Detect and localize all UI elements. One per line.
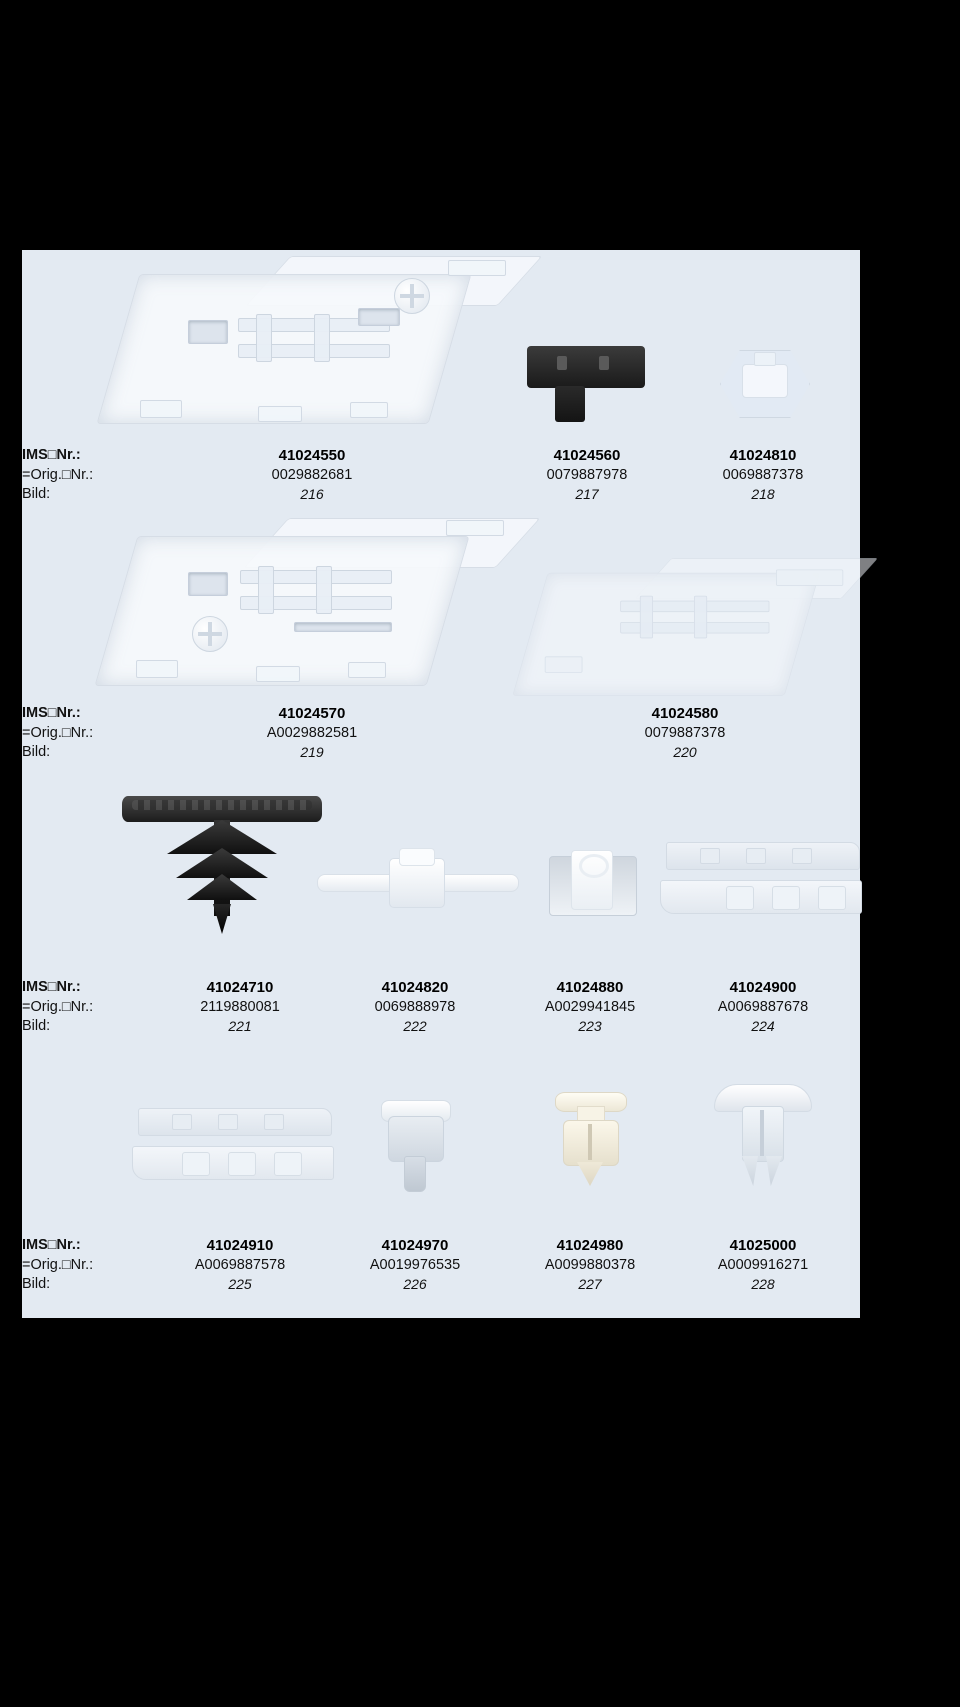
legend-line-ims: IMS□Nr.: bbox=[22, 705, 81, 721]
bracket-hole bbox=[188, 572, 228, 596]
rivet-head-texture bbox=[132, 800, 312, 810]
part-bild-nr: 217 bbox=[575, 486, 599, 502]
part-entry-41024880 bbox=[490, 978, 690, 1037]
legend-line-orig: =Orig.□Nr.: bbox=[22, 998, 94, 1015]
part-bild-nr: 228 bbox=[751, 1276, 775, 1292]
part-orig-nr: 0079887378 bbox=[644, 724, 726, 741]
catalog-row bbox=[22, 766, 860, 1040]
part-image-41024550 bbox=[118, 256, 508, 431]
bracket-body bbox=[512, 573, 820, 696]
bracket-tab bbox=[776, 569, 843, 585]
strip-pin bbox=[746, 848, 766, 864]
strip-cube bbox=[726, 886, 754, 910]
part-orig-nr: A0019976535 bbox=[369, 1256, 461, 1273]
catalog-row bbox=[22, 508, 860, 766]
part-label-band bbox=[22, 704, 860, 766]
part-orig-nr: A0029941845 bbox=[544, 998, 636, 1015]
part-entry-41025000 bbox=[663, 1236, 863, 1295]
bracket-tab bbox=[448, 260, 506, 276]
part-bild-nr: 225 bbox=[228, 1276, 252, 1292]
bracket-rail bbox=[314, 314, 330, 362]
part-entry-41024820 bbox=[315, 978, 515, 1037]
clip-slot bbox=[557, 356, 567, 370]
part-image-41024980 bbox=[549, 1092, 631, 1188]
part-orig-nr: 0079887978 bbox=[546, 466, 628, 483]
part-orig-nr: 0069888978 bbox=[374, 998, 456, 1015]
rivet-leg bbox=[766, 1156, 782, 1186]
part-ims-nr: 41024560 bbox=[553, 447, 621, 464]
rivet-tip bbox=[213, 904, 231, 934]
part-bild-nr: 226 bbox=[403, 1276, 427, 1292]
legend-line-orig: =Orig.□Nr.: bbox=[22, 466, 94, 483]
strip-pin bbox=[792, 848, 812, 864]
part-bild-nr: 219 bbox=[300, 744, 324, 760]
legend-line-ims: IMS□Nr.: bbox=[22, 979, 81, 995]
part-image-41024910 bbox=[132, 1108, 332, 1186]
bracket-rail bbox=[258, 566, 274, 614]
bracket-tab bbox=[446, 520, 504, 536]
bracket-tab bbox=[258, 406, 302, 422]
bracket-screw-boss bbox=[192, 616, 228, 652]
clip-slot bbox=[599, 356, 609, 370]
part-image-41024810 bbox=[720, 350, 808, 420]
part-image-41024580 bbox=[530, 558, 850, 702]
clip-head bbox=[527, 346, 645, 388]
catalog-row bbox=[22, 250, 860, 508]
part-ims-nr: 41024970 bbox=[381, 1237, 449, 1254]
part-image-band bbox=[22, 1040, 860, 1236]
part-entry-41024560 bbox=[487, 446, 687, 505]
part-ims-nr: 41024820 bbox=[381, 979, 449, 996]
part-entry-41024900 bbox=[663, 978, 863, 1037]
strip-cube bbox=[274, 1152, 302, 1176]
part-orig-nr: A0069887578 bbox=[194, 1256, 286, 1273]
part-image-41025000 bbox=[714, 1084, 810, 1188]
strip-pin bbox=[218, 1114, 238, 1130]
part-bild-nr: 216 bbox=[300, 486, 324, 502]
clip-cap bbox=[399, 848, 435, 866]
bracket-hole bbox=[358, 308, 400, 326]
bracket-tab bbox=[136, 660, 178, 678]
legend bbox=[22, 446, 152, 505]
part-image-41024570 bbox=[116, 518, 506, 693]
rivet-leg bbox=[742, 1156, 758, 1186]
strip-pin bbox=[172, 1114, 192, 1130]
legend-line-ims: IMS□Nr.: bbox=[22, 1237, 81, 1253]
strip-cube bbox=[818, 886, 846, 910]
part-ims-nr: 41024910 bbox=[206, 1237, 274, 1254]
part-image-band bbox=[22, 766, 860, 978]
legend-line-orig: =Orig.□Nr.: bbox=[22, 724, 94, 741]
clip-stem bbox=[555, 386, 585, 422]
legend-line-orig: =Orig.□Nr.: bbox=[22, 1256, 94, 1273]
part-entry-41024810 bbox=[663, 446, 863, 505]
part-ims-nr: 41025000 bbox=[729, 1237, 797, 1254]
rivet-slit bbox=[588, 1124, 592, 1160]
part-image-41024880 bbox=[549, 848, 635, 914]
strip-pin bbox=[700, 848, 720, 864]
part-entry-41024550 bbox=[212, 446, 412, 505]
part-bild-nr: 223 bbox=[578, 1018, 602, 1034]
rivet-slit bbox=[760, 1110, 764, 1156]
part-ims-nr: 41024710 bbox=[206, 979, 274, 996]
part-image-band bbox=[22, 250, 860, 446]
part-bild-nr: 227 bbox=[578, 1276, 602, 1292]
part-bild-nr: 221 bbox=[228, 1018, 252, 1034]
bracket-tab bbox=[140, 400, 182, 418]
part-ims-nr: 41024980 bbox=[556, 1237, 624, 1254]
part-ims-nr: 41024550 bbox=[278, 447, 346, 464]
part-image-41024710 bbox=[122, 796, 322, 936]
part-entry-41024910 bbox=[140, 1236, 340, 1295]
part-orig-nr: A0099880378 bbox=[544, 1256, 636, 1273]
part-bild-nr: 220 bbox=[673, 744, 697, 760]
part-ims-nr: 41024810 bbox=[729, 447, 797, 464]
catalog-row bbox=[22, 1040, 860, 1298]
part-orig-nr: A0029882581 bbox=[266, 724, 358, 741]
part-entry-41024570 bbox=[212, 704, 412, 763]
part-image-41024900 bbox=[660, 842, 860, 920]
legend-line-ims: IMS□Nr.: bbox=[22, 447, 81, 463]
bracket-tab bbox=[545, 656, 583, 672]
part-entry-41024970 bbox=[315, 1236, 515, 1295]
bracket-tab bbox=[350, 402, 388, 418]
strip-cube bbox=[772, 886, 800, 910]
rivet-stem bbox=[404, 1156, 426, 1192]
clip-inner-window bbox=[742, 364, 788, 398]
part-orig-nr: A0009916271 bbox=[717, 1256, 809, 1273]
part-entry-41024710 bbox=[140, 978, 340, 1037]
bracket-rail bbox=[640, 596, 653, 639]
part-orig-nr: 0069887378 bbox=[722, 466, 804, 483]
strip-cube bbox=[182, 1152, 210, 1176]
part-bild-nr: 222 bbox=[403, 1018, 427, 1034]
bracket-rail bbox=[256, 314, 272, 362]
rivet-tip bbox=[577, 1162, 603, 1186]
strip-cube bbox=[228, 1152, 256, 1176]
part-entry-41024580 bbox=[585, 704, 785, 763]
legend-line-bild: Bild: bbox=[22, 1276, 51, 1292]
strip-pin bbox=[264, 1114, 284, 1130]
part-image-41024820 bbox=[317, 848, 517, 914]
part-ims-nr: 41024580 bbox=[651, 705, 719, 722]
legend-line-bild: Bild: bbox=[22, 744, 51, 760]
bracket-hole bbox=[294, 622, 392, 632]
bracket-hole bbox=[188, 320, 228, 344]
legend bbox=[22, 1236, 152, 1295]
part-image-41024560 bbox=[527, 346, 645, 424]
part-image-41024970 bbox=[378, 1100, 452, 1192]
bracket-rail bbox=[316, 566, 332, 614]
part-bild-nr: 218 bbox=[751, 486, 775, 502]
part-ims-nr: 41024900 bbox=[729, 979, 797, 996]
catalog-page bbox=[22, 250, 860, 1318]
bracket-tab bbox=[256, 666, 300, 682]
part-ims-nr: 41024880 bbox=[556, 979, 624, 996]
legend bbox=[22, 704, 152, 763]
part-label-band bbox=[22, 978, 860, 1040]
part-entry-41024980 bbox=[490, 1236, 690, 1295]
part-bild-nr: 224 bbox=[751, 1018, 775, 1034]
part-image-band bbox=[22, 508, 860, 704]
legend bbox=[22, 978, 152, 1037]
bracket-rail bbox=[694, 596, 707, 639]
part-label-band bbox=[22, 446, 860, 508]
legend-line-bild: Bild: bbox=[22, 486, 51, 502]
part-orig-nr: A0069887678 bbox=[717, 998, 809, 1015]
part-label-band bbox=[22, 1236, 860, 1298]
clip-nub bbox=[754, 352, 776, 366]
part-orig-nr: 2119880081 bbox=[200, 998, 280, 1015]
clip-ring bbox=[579, 854, 609, 878]
bracket-screw-boss bbox=[394, 278, 430, 314]
part-ims-nr: 41024570 bbox=[278, 705, 346, 722]
part-orig-nr: 0029882681 bbox=[271, 466, 353, 483]
legend-line-bild: Bild: bbox=[22, 1018, 51, 1034]
bracket-tab bbox=[348, 662, 386, 678]
